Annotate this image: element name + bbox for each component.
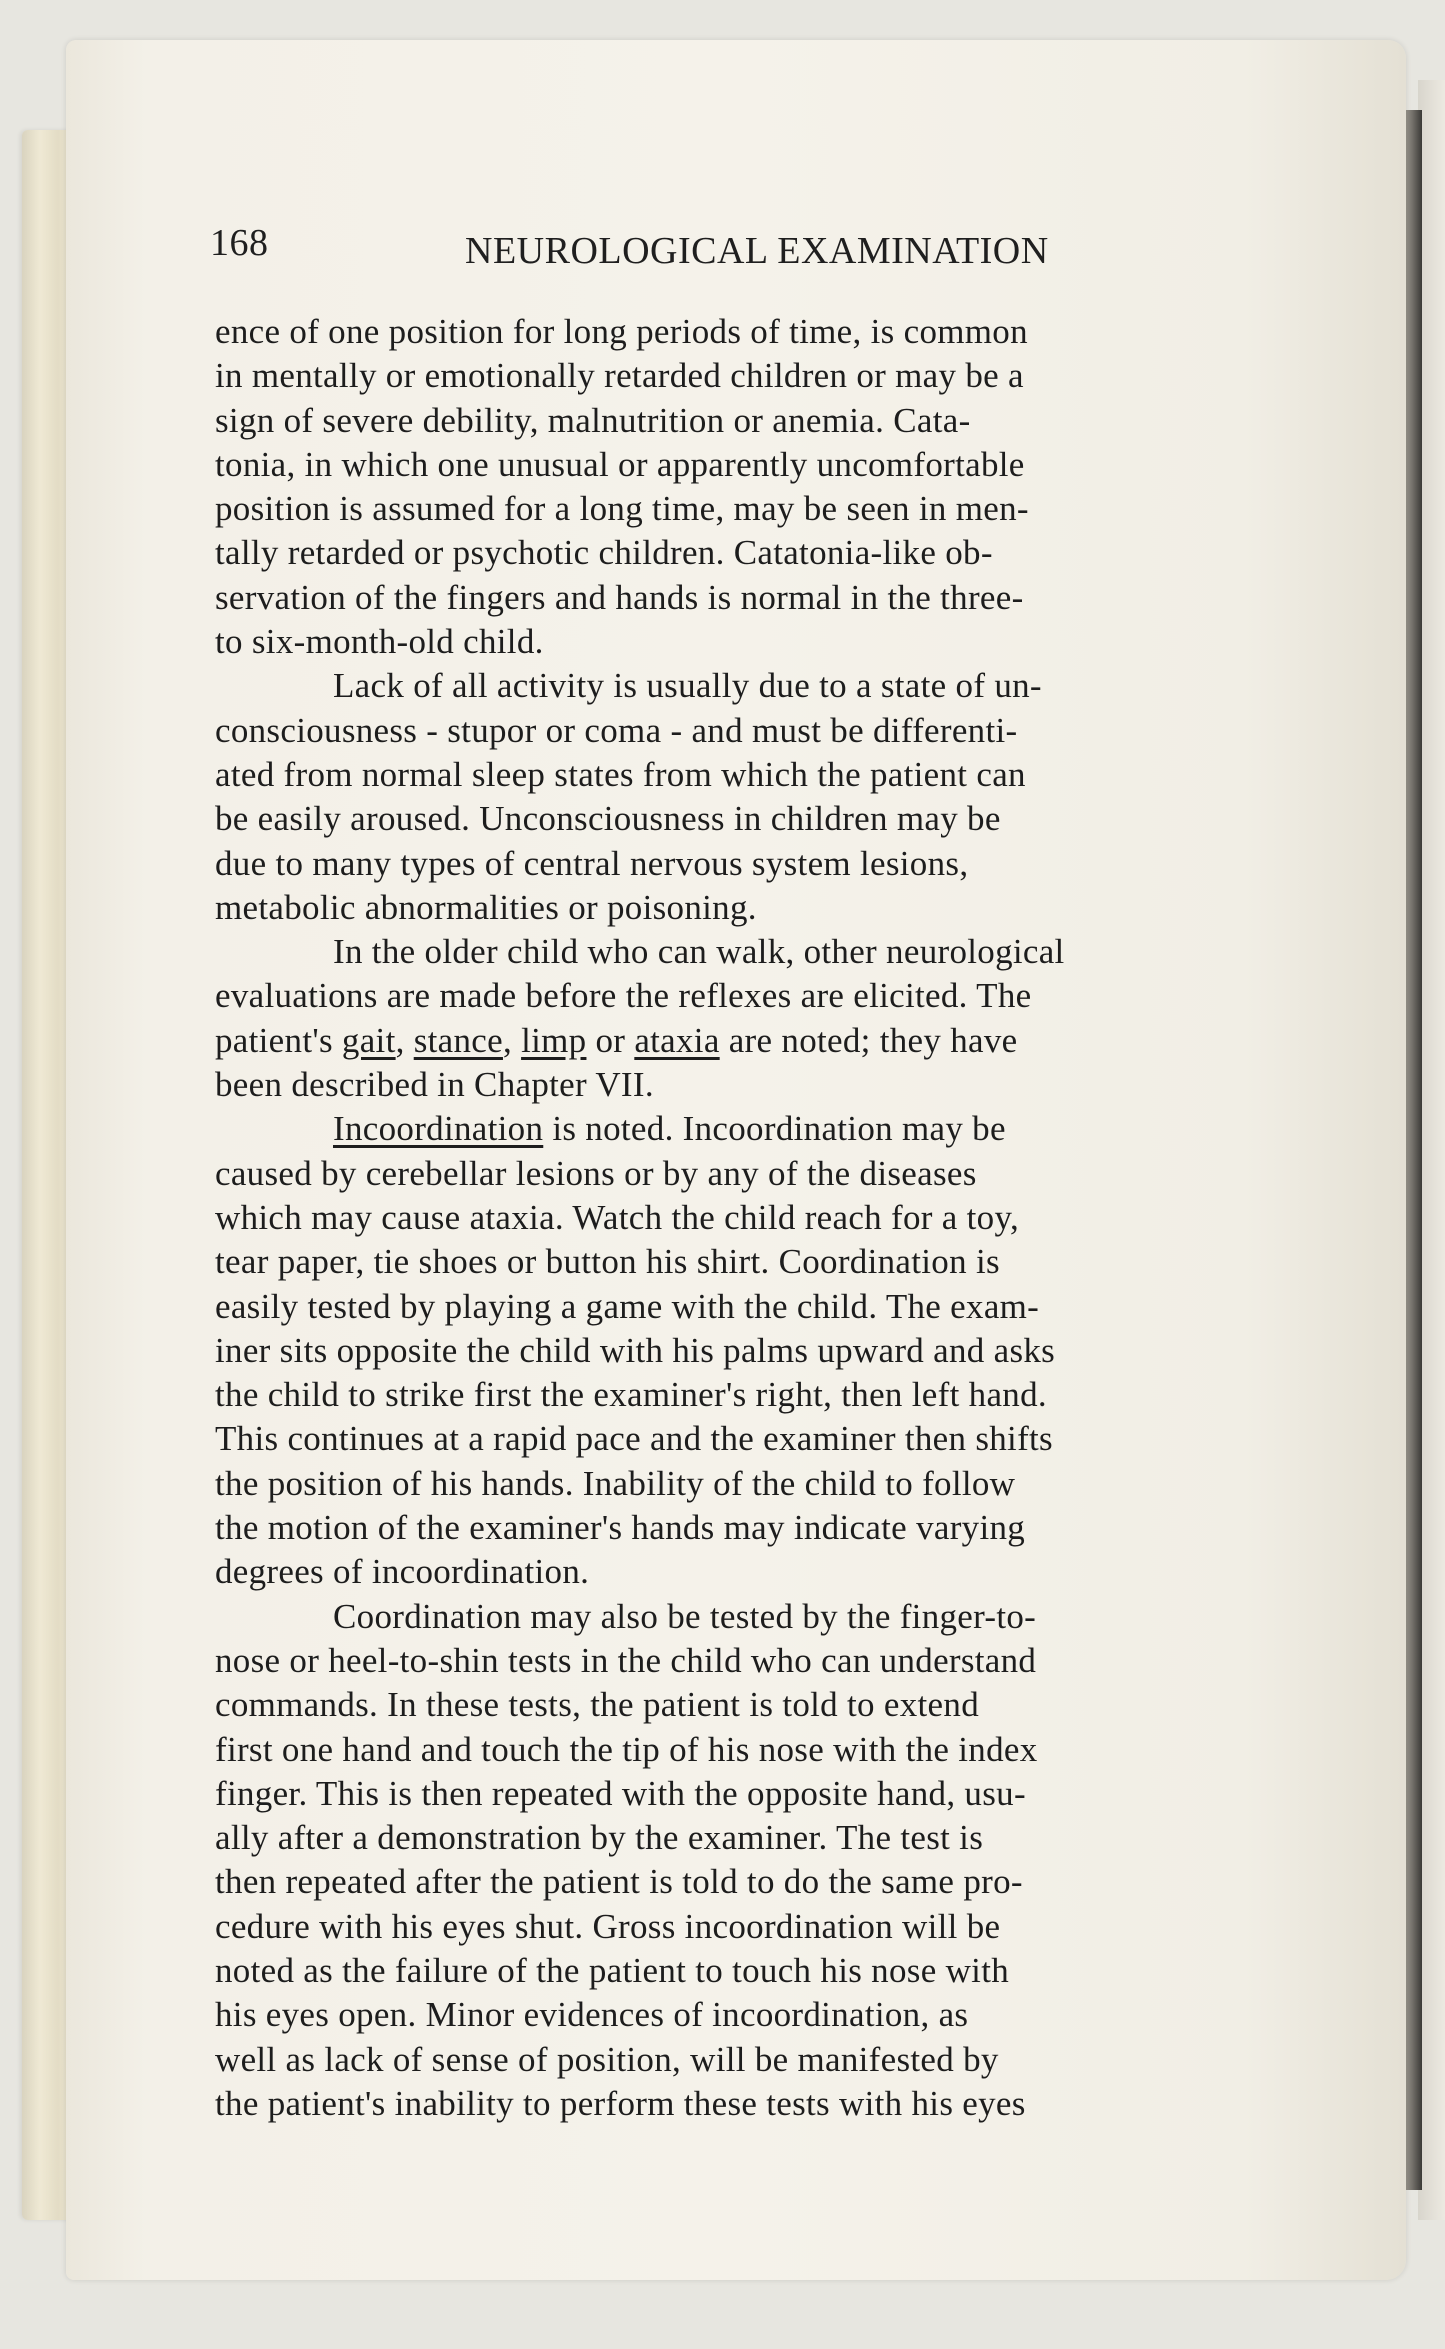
paragraph xyxy=(215,1595,1305,2127)
page-number: 168 xyxy=(210,222,269,264)
running-title: NEUROLOGICAL EXAMINATION xyxy=(465,230,1049,272)
text-line: iner sits opposite the child with his palms upward and asks xyxy=(215,1330,1056,1370)
text-line: finger. This is then repeated with the opposite hand, usu- xyxy=(215,1773,1026,1813)
text-line: ated from normal sleep states from which the patient can xyxy=(215,754,1026,794)
text-line: tally retarded or psychotic children. Catatonia-like ob- xyxy=(215,533,993,573)
paragraph xyxy=(215,664,1305,930)
text-line: first one hand and touch the tip of his nose with the index xyxy=(215,1729,1038,1769)
text-line: to six-month-old child. xyxy=(215,622,544,662)
text-line: commands. In these tests, the patient is told to extend xyxy=(215,1685,979,1725)
text-line: servation of the fingers and hands is normal in the three- xyxy=(215,577,1024,617)
text-line: the motion of the examiner's hands may indicate varying xyxy=(215,1508,1026,1548)
text-line: which may cause ataxia. Watch the child reach for a toy, xyxy=(215,1197,1020,1237)
text-line: Lack of all activity is usually due to a state of un- xyxy=(333,666,1042,706)
paragraph xyxy=(215,1107,1305,1594)
text-line: caused by cerebellar lesions or by any of the diseases xyxy=(215,1153,977,1193)
text-line: ally after a demonstration by the examiner. The test is xyxy=(215,1818,984,1858)
text-line: then repeated after the patient is told to do the same pro- xyxy=(215,1862,1023,1902)
text-segment: is noted. Incoordination may be xyxy=(543,1109,1006,1149)
text-line: tear paper, tie shoes or button his shirt. Coordination is xyxy=(215,1242,1000,1282)
text-line: easily tested by playing a game with the child. The exam- xyxy=(215,1286,1040,1326)
running-head xyxy=(210,215,1210,275)
text-line: cedure with his eyes shut. Gross incoordination will be xyxy=(215,1906,1001,1946)
text-line: consciousness - stupor or coma - and must be differenti- xyxy=(215,710,1018,750)
text-line: Coordination may also be tested by the finger-to- xyxy=(333,1596,1037,1636)
text-line: in mentally or emotionally retarded children or may be a xyxy=(215,356,1024,396)
paragraph xyxy=(215,310,1305,664)
text-segment: are noted; they have xyxy=(719,1020,1018,1060)
text-line: evaluations are made before the reflexes are elicited. The xyxy=(215,976,1032,1016)
text-line: noted as the failure of the patient to touch his nose with xyxy=(215,1950,1010,1990)
text-segment: or xyxy=(586,1020,635,1060)
text-segment: patient's xyxy=(215,1020,342,1060)
text-line: the child to strike first the examiner's right, then left hand. xyxy=(215,1375,1047,1415)
text-segment: , xyxy=(502,1020,522,1060)
text-line: ence of one position for long periods of time, is common xyxy=(215,312,1028,351)
body-text xyxy=(215,310,1305,2123)
underlined-term-limp: limp xyxy=(521,1020,587,1060)
text-line: position is assumed for a long time, may be seen in men- xyxy=(215,489,1029,529)
text-line: nose or heel-to-shin tests in the child who can understand xyxy=(215,1640,1037,1680)
underlined-term-ataxia: ataxia xyxy=(634,1020,720,1060)
text-line: sign of severe debility, malnutrition or anemia. Cata- xyxy=(215,400,971,440)
text-line: the position of his hands. Inability of the child to follow xyxy=(215,1463,1016,1503)
paragraph xyxy=(215,930,1305,1107)
text-line: well as lack of sense of position, will be manifested by xyxy=(215,2039,999,2079)
text-line xyxy=(215,1019,1305,1063)
underlined-term-gait: gait xyxy=(341,1020,396,1060)
underlined-term-incoordination: Incoordination xyxy=(333,1109,544,1149)
text-line: This continues at a rapid pace and the examiner then shifts xyxy=(215,1419,1053,1459)
text-segment: , xyxy=(395,1020,414,1060)
text-line: his eyes open. Minor evidences of incoordination, as xyxy=(215,1995,969,2035)
text-line: the patient's inability to perform these tests with his eyes xyxy=(215,2083,1026,2123)
text-line: been described in Chapter VII. xyxy=(215,1065,654,1105)
text-line: due to many types of central nervous system lesions, xyxy=(215,843,969,883)
text-line: In the older child who can walk, other neurological xyxy=(333,932,1065,972)
text-line: metabolic abnormalities or poisoning. xyxy=(215,887,757,927)
text-line: degrees of incoordination. xyxy=(215,1552,590,1592)
text-line xyxy=(215,1107,1305,1151)
text-line: tonia, in which one unusual or apparently uncomfortable xyxy=(215,444,1025,484)
underlined-term-stance: stance xyxy=(413,1020,503,1060)
text-line: be easily aroused. Unconsciousness in children may be xyxy=(215,799,1001,839)
facing-page-edge xyxy=(1418,80,1445,2220)
